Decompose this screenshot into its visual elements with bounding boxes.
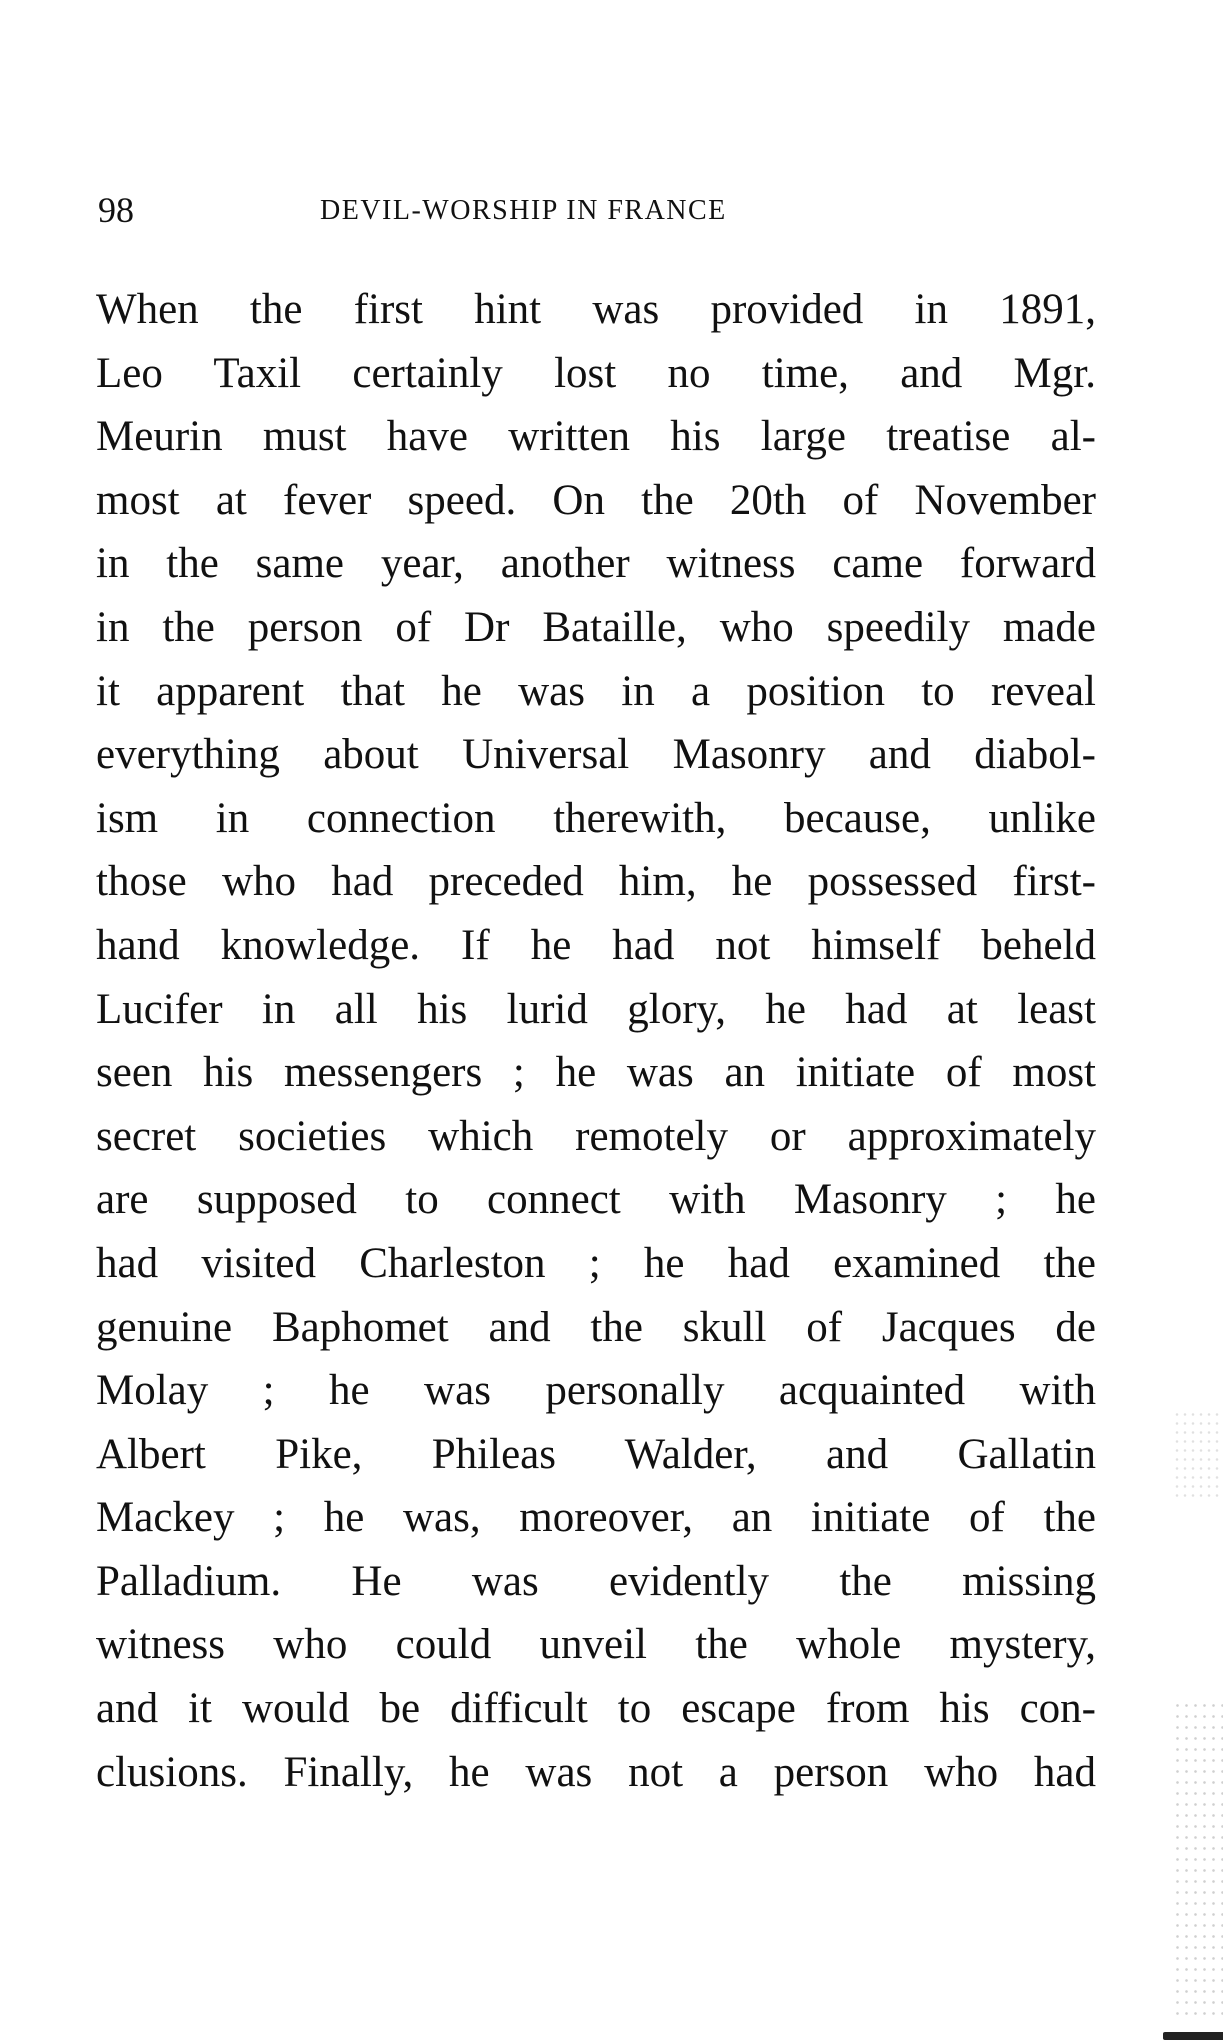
text-line: genuine Baphomet and the skull of Jacques de [96, 1303, 1096, 1351]
text-line: clusions. Finally, he was not a person who had [96, 1748, 1096, 1796]
text-line: and it would be difficult to escape from his con- [96, 1685, 1096, 1733]
running-head: DEVIL-WORSHIP IN FRANCE [320, 195, 727, 226]
text-line: Leo Taxil certainly lost no time, and Mgr. [96, 349, 1096, 397]
text-line: most at fever speed. On the 20th of November [96, 476, 1096, 524]
margin-scan-speckle [1173, 1700, 1223, 2020]
margin-scan-speckle [1173, 1410, 1223, 1500]
text-line: seen his messengers ; he was an initiate of most [96, 1049, 1096, 1097]
text-line: it apparent that he was in a position to reveal [96, 667, 1096, 715]
text-line: Palladium. He was evidently the missing [96, 1557, 1096, 1605]
text-line: those who had preceded him, he possessed first- [96, 858, 1096, 906]
text-line: Albert Pike, Phileas Walder, and Gallatin [96, 1430, 1096, 1478]
body-text [96, 278, 1096, 1804]
text-line: everything about Universal Masonry and diabol- [96, 731, 1096, 779]
text-line: had visited Charleston ; he had examined the [96, 1239, 1096, 1287]
text-line: Lucifer in all his lurid glory, he had at least [96, 985, 1096, 1033]
text-line: in the same year, another witness came forward [96, 540, 1096, 588]
text-line: witness who could unveil the whole mystery, [96, 1621, 1096, 1669]
text-line: Mackey ; he was, moreover, an initiate of the [96, 1494, 1096, 1542]
text-line: ism in connection therewith, because, unlike [96, 794, 1096, 842]
text-line: When the first hint was provided in 1891, [96, 286, 1096, 333]
page-number: 98 [98, 190, 134, 230]
page-header [98, 185, 1098, 235]
text-line: Meurin must have written his large treatise al- [96, 413, 1096, 461]
text-line: hand knowledge. If he had not himself beheld [96, 921, 1096, 969]
page-edge-mark [1163, 2032, 1223, 2040]
text-line: are supposed to connect with Masonry ; he [96, 1176, 1096, 1224]
text-line: Molay ; he was personally acquainted with [96, 1367, 1096, 1415]
text-line: in the person of Dr Bataille, who speedily made [96, 603, 1096, 651]
text-line: secret societies which remotely or approximately [96, 1112, 1096, 1160]
